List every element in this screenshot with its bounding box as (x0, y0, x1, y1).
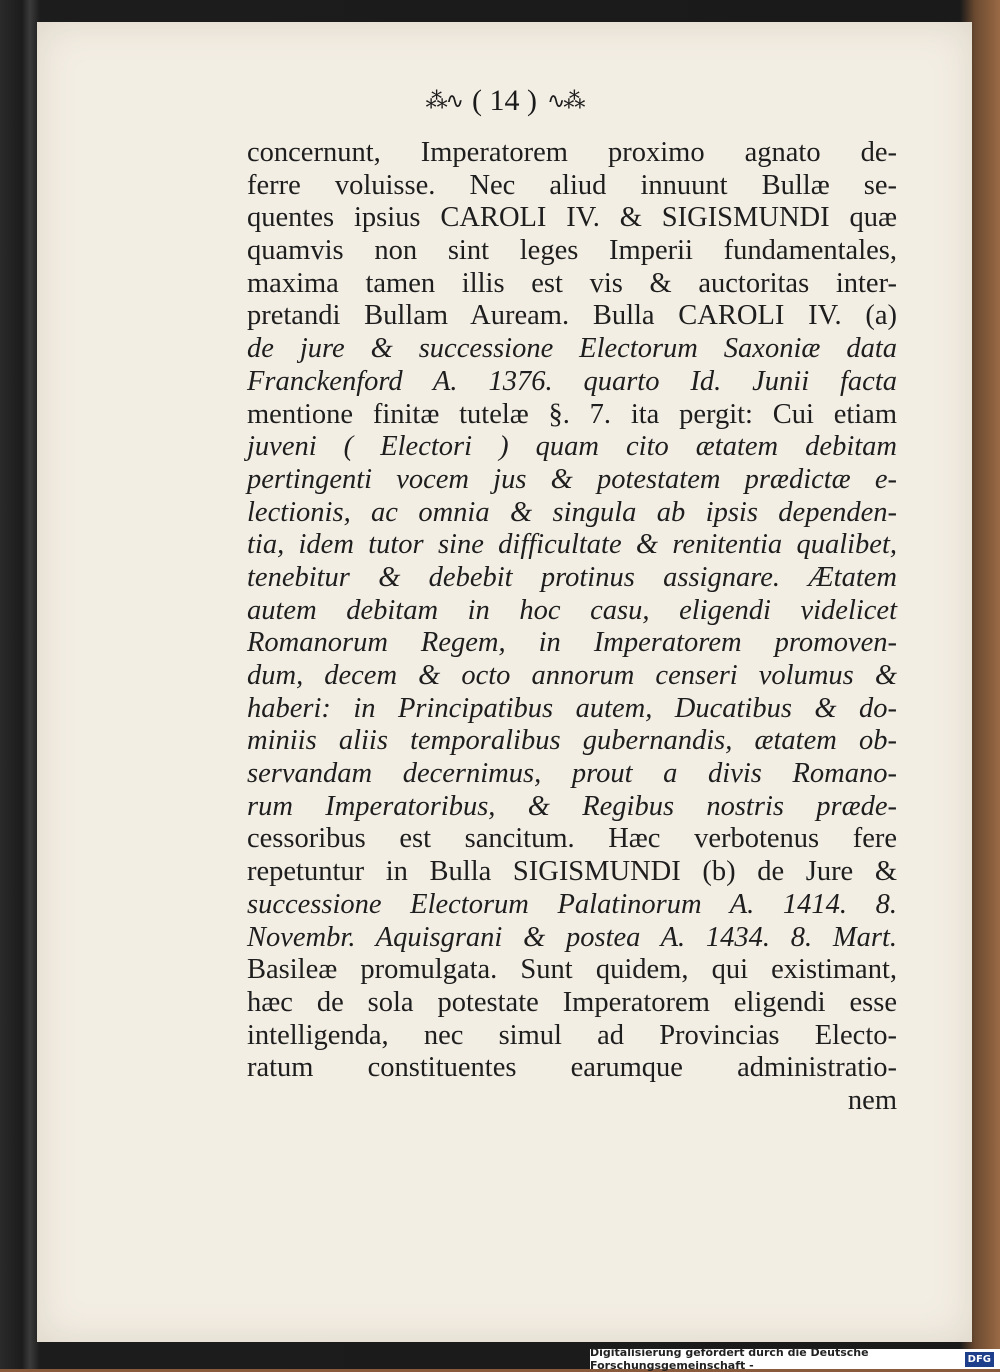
text-line: quentes ipsius CAROLI IV. & SIGISMUNDI quæ (247, 202, 897, 234)
text-line-italic: Franckenford A. 1376. quarto Id. Junii facta (247, 365, 897, 397)
catchword: nem (847, 1084, 897, 1116)
text-line: Basileæ promulgata. Sunt quidem, qui existimant, (247, 954, 897, 986)
text-line-italic: autem debitam in hoc casu, eligendi videlicet (247, 594, 897, 626)
ornament-left-icon: ⁂∿ (425, 88, 462, 113)
text-line: hæc de sola potestate Imperatorem eligendi esse (247, 986, 897, 1018)
text-line-italic: de jure & successione Electorum Saxoniæ data (247, 333, 897, 365)
text-line-italic: dum, decem & octo annorum censeri volumus & (247, 660, 897, 691)
ornament-right-icon: ∿⁂ (546, 88, 584, 113)
page-header (37, 84, 972, 118)
body-text (247, 137, 897, 1118)
text-line-italic: juveni ( Electori ) quam cito ætatem debitam (247, 431, 897, 463)
text-line-italic: miniis aliis temporalibus gubernandis, ætatem ob- (247, 725, 897, 757)
text-line: ratum constituentes earumque administratio- (247, 1052, 897, 1084)
text-line-italic: tia, idem tutor sine difficultate & renitentia qualibet, (247, 529, 897, 561)
text-line-italic: servandam decernimus, prout a divis Romano- (247, 758, 897, 790)
text-line: concernunt, Imperatorem proximo agnato de- (247, 137, 897, 168)
text-line: quamvis non sint leges Imperii fundamentales, (247, 235, 897, 267)
footer-credit: Digitalisierung gefördert durch die Deutsche Forschungsgemeinschaft - (590, 1346, 869, 1372)
text-line-italic: Romanorum Regem, in Imperatorem promoven- (247, 627, 897, 659)
text-line: intelligenda, nec simul ad Provincias Electo- (247, 1019, 897, 1051)
page-number: ( 14 ) (472, 84, 537, 117)
text-line-italic: lectionis, ac omnia & singula ab ipsis dependen- (247, 496, 897, 528)
text-line: repetuntur in Bulla SIGISMUNDI (b) de Jure & (247, 856, 897, 888)
text-line: ferre voluisse. Nec aliud innuunt Bullæ se- (247, 169, 897, 201)
text-line-italic: rum Imperatoribus, & Regibus nostris præde- (247, 790, 897, 822)
text-line: pretandi Bullam Auream. Bulla CAROLI IV. (a) (247, 300, 897, 332)
text-line: maxima tamen illis est vis & auctoritas inter- (247, 267, 897, 299)
text-line-italic: successione Electorum Palatinorum A. 1414. 8. (247, 888, 897, 920)
dfg-logo-icon: DFG (965, 1352, 994, 1367)
text-line-italic: tenebitur & debebit protinus assignare. Ætatem (247, 561, 897, 593)
text-line: cessoribus est sancitum. Hæc verbotenus fere (247, 823, 897, 855)
book-page (37, 22, 972, 1342)
text-line-italic: Novembr. Aquisgrani & postea A. 1434. 8. Mart. (247, 921, 897, 953)
text-line: mentione finitæ tutelæ §. 7. ita pergit: Cui etiam (247, 398, 897, 430)
text-line-italic: pertingenti vocem jus & potestatem prædictæ e- (247, 463, 897, 495)
digitization-footer (590, 1346, 1000, 1372)
text-line-italic: haberi: in Principatibus autem, Ducatibus & do- (247, 692, 897, 724)
